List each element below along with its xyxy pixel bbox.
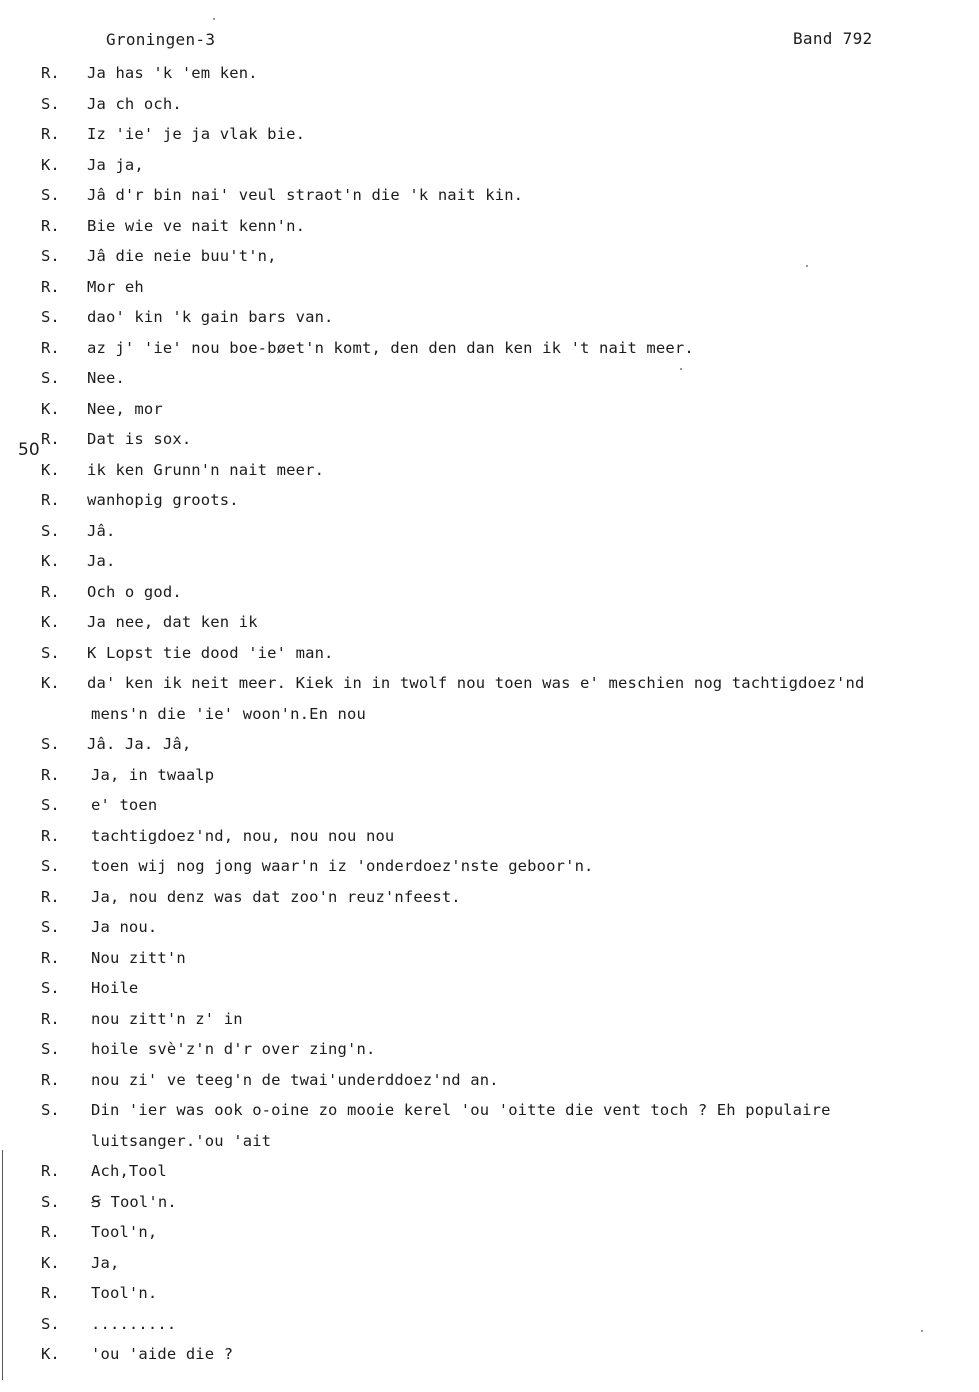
utterance-text: Dat is sox. — [87, 430, 192, 448]
transcript-line — [0, 335, 979, 366]
speaker-label: R. — [41, 826, 60, 845]
utterance-text: Mor eh — [87, 277, 144, 296]
speaker-label: S. — [41, 796, 60, 814]
transcript-line — [0, 823, 979, 854]
transcript-line — [0, 152, 979, 183]
utterance-text: luitsanger.'ou 'ait — [91, 1131, 272, 1150]
transcript-line — [0, 60, 979, 91]
transcript-line — [0, 1311, 979, 1342]
margin-line-number: 50 — [18, 440, 40, 460]
utterance-text: wanhopig groots. — [87, 491, 239, 509]
utterance-text: Och o god. — [87, 582, 182, 601]
speaker-label: K. — [41, 1345, 60, 1363]
speaker-label: S. — [41, 1314, 60, 1333]
paper-speck — [213, 18, 215, 20]
transcript-line — [0, 975, 979, 1006]
transcript-line — [0, 91, 979, 122]
speaker-label: R. — [41, 1223, 60, 1241]
utterance-text: Jâ die neie buu't'n, — [87, 247, 277, 265]
utterance-text: Ja. — [87, 552, 116, 570]
speaker-label: S. — [41, 1192, 60, 1211]
transcript-line — [0, 243, 979, 274]
paper-speck — [680, 368, 682, 370]
transcript-line — [0, 640, 979, 671]
speaker-label: S. — [41, 735, 60, 753]
transcript-line — [0, 1280, 979, 1311]
speaker-label: R. — [41, 765, 60, 784]
utterance-text: Ja, in twaalp — [91, 765, 215, 784]
speaker-label: K. — [41, 552, 60, 570]
utterance-text: Ja nee, dat ken ik — [87, 613, 258, 631]
transcript-line — [0, 1219, 979, 1250]
speaker-label: S. — [41, 308, 60, 326]
speaker-label: S. — [41, 247, 60, 265]
transcript-line — [0, 1067, 979, 1098]
speaker-label: K. — [41, 460, 60, 479]
transcript-line — [0, 884, 979, 915]
transcript-line — [0, 1036, 979, 1067]
utterance-text: Din 'ier was ook o-oine zo mooie kerel 'ou 'oitte die vent toch ? Eh populaire — [91, 1101, 831, 1119]
utterance-text: Ja has 'k 'em ken. — [87, 64, 258, 82]
speaker-label: S. — [41, 918, 60, 936]
speaker-label: K. — [41, 399, 60, 418]
utterance-text: Tool'n. — [91, 1284, 158, 1302]
utterance-text: Nee. — [87, 369, 125, 387]
utterance-text: K Lopst tie dood 'ie' man. — [87, 643, 334, 662]
utterance-text: Ja ja, — [87, 155, 144, 174]
transcript-continuation-line — [0, 1128, 979, 1159]
speaker-label: R. — [41, 430, 60, 448]
speaker-label: R. — [41, 216, 60, 235]
transcript-line — [0, 670, 979, 701]
transcript-line — [0, 914, 979, 945]
utterance-text: ......... — [91, 1314, 177, 1333]
speaker-label: R. — [41, 887, 60, 906]
speaker-label: S. — [41, 521, 60, 540]
speaker-label: S. — [41, 369, 60, 387]
utterance-text: az j' 'ie' nou boe-bøet'n komt, den den dan ken ik 't nait meer. — [87, 338, 694, 357]
margin-rule — [2, 1150, 3, 1380]
utterance-text: e' toen — [91, 796, 158, 814]
utterance-text: Ꞩ Tool'n. — [91, 1192, 177, 1211]
transcript-line — [0, 304, 979, 335]
transcript-line — [0, 945, 979, 976]
speaker-label: R. — [41, 1070, 60, 1089]
utterance-text: ik ken Grunn'n nait meer. — [87, 460, 325, 479]
transcript-continuation-line — [0, 701, 979, 732]
utterance-text: Iz 'ie' je ja vlak bie. — [87, 125, 306, 143]
speaker-label: R. — [41, 338, 60, 357]
utterance-text: Ja, nou denz was dat zoo'n reuz'nfeest. — [91, 887, 461, 906]
utterance-text: mens'n die 'ie' woon'n.En nou — [91, 704, 366, 723]
tape-band-number: Band 792 — [793, 29, 873, 48]
speaker-label: S. — [41, 857, 60, 875]
utterance-text: Hoile — [91, 979, 139, 997]
utterance-text: Jâ. — [87, 521, 116, 540]
transcript-line — [0, 121, 979, 152]
utterance-text: Ja, — [91, 1253, 120, 1272]
transcript-line — [0, 1341, 979, 1372]
utterance-text: Jâ. Ja. Jâ, — [87, 735, 192, 753]
transcript-line — [0, 274, 979, 305]
transcript-line — [0, 182, 979, 213]
utterance-text: nou zitt'n z' in — [91, 1009, 243, 1028]
speaker-label: S. — [41, 1040, 60, 1058]
utterance-text: dao' kin 'k gain bars van. — [87, 308, 334, 326]
transcript-line — [0, 1158, 979, 1189]
speaker-label: R. — [41, 1009, 60, 1028]
speaker-label: S. — [41, 1101, 60, 1119]
utterance-text: toen wij nog jong waar'n iz 'onderdoez'nste geboor'n. — [91, 857, 594, 875]
speaker-label: K. — [41, 155, 60, 174]
utterance-text: tachtigdoez'nd, nou, nou nou nou — [91, 826, 395, 845]
transcript-line — [0, 792, 979, 823]
transcript-lines — [0, 60, 979, 1372]
utterance-text: Ja ch och. — [87, 94, 182, 113]
transcript-line — [0, 1006, 979, 1037]
transcript-line — [0, 365, 979, 396]
transcript-line — [0, 487, 979, 518]
speaker-label: R. — [41, 277, 60, 296]
utterance-text: Nou zitt'n — [91, 948, 186, 967]
utterance-text: Nee, mor — [87, 399, 163, 418]
utterance-text: nou zi' ve teeg'n de twai'underddoez'nd an. — [91, 1070, 499, 1089]
speaker-label: R. — [41, 948, 60, 967]
transcript-line — [0, 548, 979, 579]
transcript-line — [0, 853, 979, 884]
transcript-line — [0, 1250, 979, 1281]
transcript-line — [0, 213, 979, 244]
transcript-line — [0, 609, 979, 640]
paper-speck — [921, 1330, 923, 1332]
transcript-line — [0, 426, 979, 457]
transcript-line — [0, 518, 979, 549]
speaker-label: S. — [41, 643, 60, 662]
speaker-label: S. — [41, 979, 60, 997]
document-title: Groningen-3 — [106, 30, 216, 49]
utterance-text: Tool'n, — [91, 1223, 158, 1241]
speaker-label: S. — [41, 94, 60, 113]
transcript-line — [0, 1097, 979, 1128]
transcript-line — [0, 762, 979, 793]
utterance-text: Jâ d'r bin nai' veul straot'n die 'k nait kin. — [87, 186, 524, 204]
speaker-label: R. — [41, 64, 60, 82]
speaker-label: R. — [41, 491, 60, 509]
speaker-label: K. — [41, 1253, 60, 1272]
transcript-line — [0, 1189, 979, 1220]
speaker-label: K. — [41, 613, 60, 631]
transcript-line — [0, 579, 979, 610]
utterance-text: Ja nou. — [91, 918, 158, 936]
speaker-label: S. — [41, 186, 60, 204]
utterance-text: hoile svè'z'n d'r over zing'n. — [91, 1040, 376, 1058]
speaker-label: R. — [41, 125, 60, 143]
utterance-text: Ach,Tool — [91, 1162, 167, 1180]
transcript-line — [0, 396, 979, 427]
speaker-label: K. — [41, 674, 60, 692]
transcript-line — [0, 731, 979, 762]
utterance-text: da' ken ik neit meer. Kiek in in twolf nou toen was e' meschien nog tachtigdoez'nd — [87, 674, 865, 692]
speaker-label: R. — [41, 1284, 60, 1302]
speaker-label: R. — [41, 1162, 60, 1180]
paper-speck — [806, 265, 808, 267]
utterance-text: Bie wie ve nait kenn'n. — [87, 216, 306, 235]
speaker-label: R. — [41, 582, 60, 601]
transcript-line — [0, 457, 979, 488]
utterance-text: 'ou 'aide die ? — [91, 1345, 234, 1363]
